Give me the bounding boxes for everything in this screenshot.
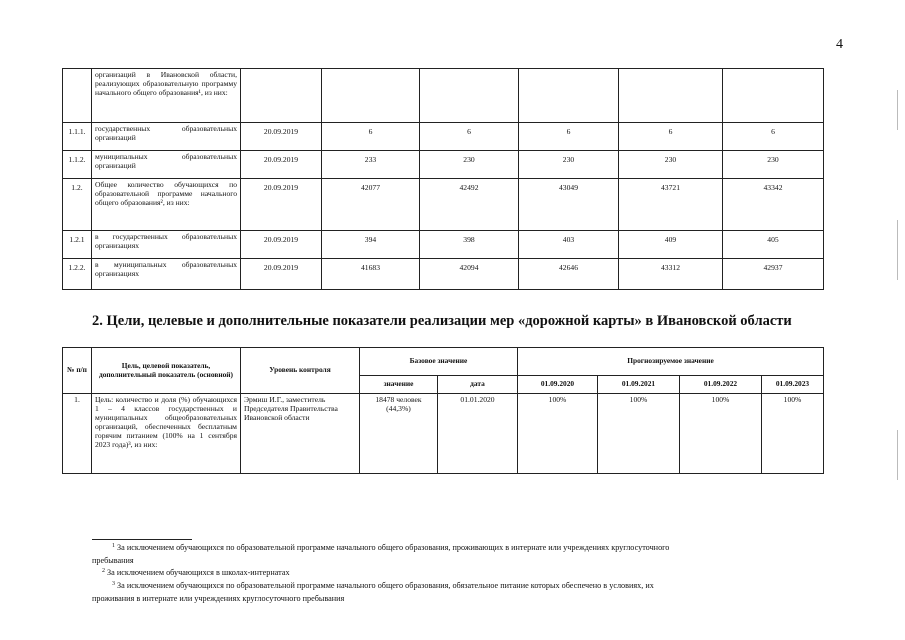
row-value: 230 bbox=[619, 151, 723, 179]
header-value: значение bbox=[360, 376, 438, 394]
footnote-1-text: За исключением обучающихся по образовательной программе начального общего образования, проживающих в интернате или учреждениях круглосуточного bbox=[117, 543, 670, 552]
table-row bbox=[63, 151, 824, 179]
scan-edge-mark bbox=[897, 430, 898, 480]
page-number: 4 bbox=[836, 37, 843, 52]
header-date-2021: 01.09.2021 bbox=[598, 376, 680, 394]
footnote-1 bbox=[112, 543, 669, 553]
row-description: в государственных образовательных организациях bbox=[92, 231, 241, 259]
row-description: муниципальных образовательных организаций bbox=[92, 151, 241, 179]
row-value: 42492 bbox=[420, 179, 519, 231]
row-value: 43721 bbox=[619, 179, 723, 231]
header-goal: Цель, целевой показатель, дополнительный показатель (основной) bbox=[92, 348, 241, 394]
row-base-date: 01.01.2020 bbox=[438, 394, 518, 474]
table-row bbox=[63, 69, 824, 123]
scan-edge-mark bbox=[897, 90, 898, 130]
row-value: 403 bbox=[519, 231, 619, 259]
header-date: дата bbox=[438, 376, 518, 394]
row-base-value: 18478 человек (44,3%) bbox=[360, 394, 438, 474]
header-num: № п/п bbox=[63, 348, 92, 394]
footnote-3-cont: проживания в интернате или учреждениях круглосуточного пребывания bbox=[92, 594, 345, 603]
row-description: в муниципальных образовательных организациях bbox=[92, 259, 241, 290]
table-row bbox=[63, 231, 824, 259]
header-forecast: Прогнозируемое значение bbox=[518, 348, 824, 376]
row-description: государственных образовательных организаций bbox=[92, 123, 241, 151]
row-value: 230 bbox=[723, 151, 824, 179]
row-description: организаций в Ивановской области, реализующих образовательную программу начального общего образования¹, из них: bbox=[92, 69, 241, 123]
roadmap-goals-table bbox=[62, 347, 824, 474]
row-date bbox=[241, 69, 322, 123]
footnote-divider bbox=[92, 539, 192, 540]
row-num: 1. bbox=[63, 394, 92, 474]
row-value: 43049 bbox=[519, 179, 619, 231]
row-value: 398 bbox=[420, 231, 519, 259]
header-date-2020: 01.09.2020 bbox=[518, 376, 598, 394]
row-value: 230 bbox=[519, 151, 619, 179]
footnote-1-marker: 1 bbox=[112, 543, 115, 549]
indicators-table-continued bbox=[62, 68, 824, 290]
row-value bbox=[322, 69, 420, 123]
row-value: 6 bbox=[322, 123, 420, 151]
row-num: 1.2. bbox=[63, 179, 92, 231]
row-value: 409 bbox=[619, 231, 723, 259]
footnote-2-text: За исключением обучающихся в школах-интернатах bbox=[107, 568, 290, 577]
row-num: 1.1.2. bbox=[63, 151, 92, 179]
row-value: 42094 bbox=[420, 259, 519, 290]
row-date: 20.09.2019 bbox=[241, 259, 322, 290]
footnote-2 bbox=[102, 568, 290, 578]
table-row bbox=[63, 123, 824, 151]
row-date: 20.09.2019 bbox=[241, 231, 322, 259]
row-value: 233 bbox=[322, 151, 420, 179]
row-value: 43312 bbox=[619, 259, 723, 290]
footnote-3 bbox=[112, 581, 654, 591]
table-row bbox=[63, 179, 824, 231]
row-value: 41683 bbox=[322, 259, 420, 290]
row-value: 42077 bbox=[322, 179, 420, 231]
row-value bbox=[420, 69, 519, 123]
row-date: 20.09.2019 bbox=[241, 151, 322, 179]
row-value: 6 bbox=[519, 123, 619, 151]
row-date: 20.09.2019 bbox=[241, 179, 322, 231]
row-value: 43342 bbox=[723, 179, 824, 231]
row-num: 1.2.2. bbox=[63, 259, 92, 290]
footnote-3-marker: 3 bbox=[112, 581, 115, 587]
row-forecast-2022: 100% bbox=[680, 394, 762, 474]
row-value: 6 bbox=[723, 123, 824, 151]
row-value bbox=[723, 69, 824, 123]
row-num: 1.2.1 bbox=[63, 231, 92, 259]
row-forecast-2023: 100% bbox=[762, 394, 824, 474]
section-heading: 2. Цели, целевые и дополнительные показатели реализации мер «дорожной карты» в Ивановской области bbox=[92, 313, 792, 329]
row-description: Общее количество обучающихся по образовательной программе начального общего образования², из них: bbox=[92, 179, 241, 231]
row-value: 6 bbox=[420, 123, 519, 151]
footnote-3-text: За исключением обучающихся по образовательной программе начального общего образования, обязательное питание которых обеспечено в условиях, их bbox=[117, 581, 654, 590]
row-value: 6 bbox=[619, 123, 723, 151]
row-goal: Цель: количество и доля (%) обучающихся 1 – 4 классов государственных и муниципальных общеобразовательных организаций, обеспеченных бесплатным горячим питанием (100% на 1 сентября 2023 года)³, из них: bbox=[92, 394, 241, 474]
row-value bbox=[519, 69, 619, 123]
row-value: 394 bbox=[322, 231, 420, 259]
row-control: Эрмиш И.Г., заместитель Председателя Правительства Ивановской области bbox=[241, 394, 360, 474]
table-row bbox=[63, 394, 824, 474]
row-num: 1.1.1. bbox=[63, 123, 92, 151]
footnote-1-cont: пребывания bbox=[92, 556, 134, 565]
row-value: 230 bbox=[420, 151, 519, 179]
header-date-2022: 01.09.2022 bbox=[680, 376, 762, 394]
footnote-2-marker: 2 bbox=[102, 568, 105, 574]
table-row bbox=[63, 259, 824, 290]
row-value bbox=[619, 69, 723, 123]
row-forecast-2021: 100% bbox=[598, 394, 680, 474]
header-base-value: Базовое значение bbox=[360, 348, 518, 376]
row-forecast-2020: 100% bbox=[518, 394, 598, 474]
header-date-2023: 01.09.2023 bbox=[762, 376, 824, 394]
header-control: Уровень контроля bbox=[241, 348, 360, 394]
scan-edge-mark bbox=[897, 220, 898, 280]
row-value: 42937 bbox=[723, 259, 824, 290]
row-num bbox=[63, 69, 92, 123]
row-date: 20.09.2019 bbox=[241, 123, 322, 151]
row-value: 42646 bbox=[519, 259, 619, 290]
row-value: 405 bbox=[723, 231, 824, 259]
